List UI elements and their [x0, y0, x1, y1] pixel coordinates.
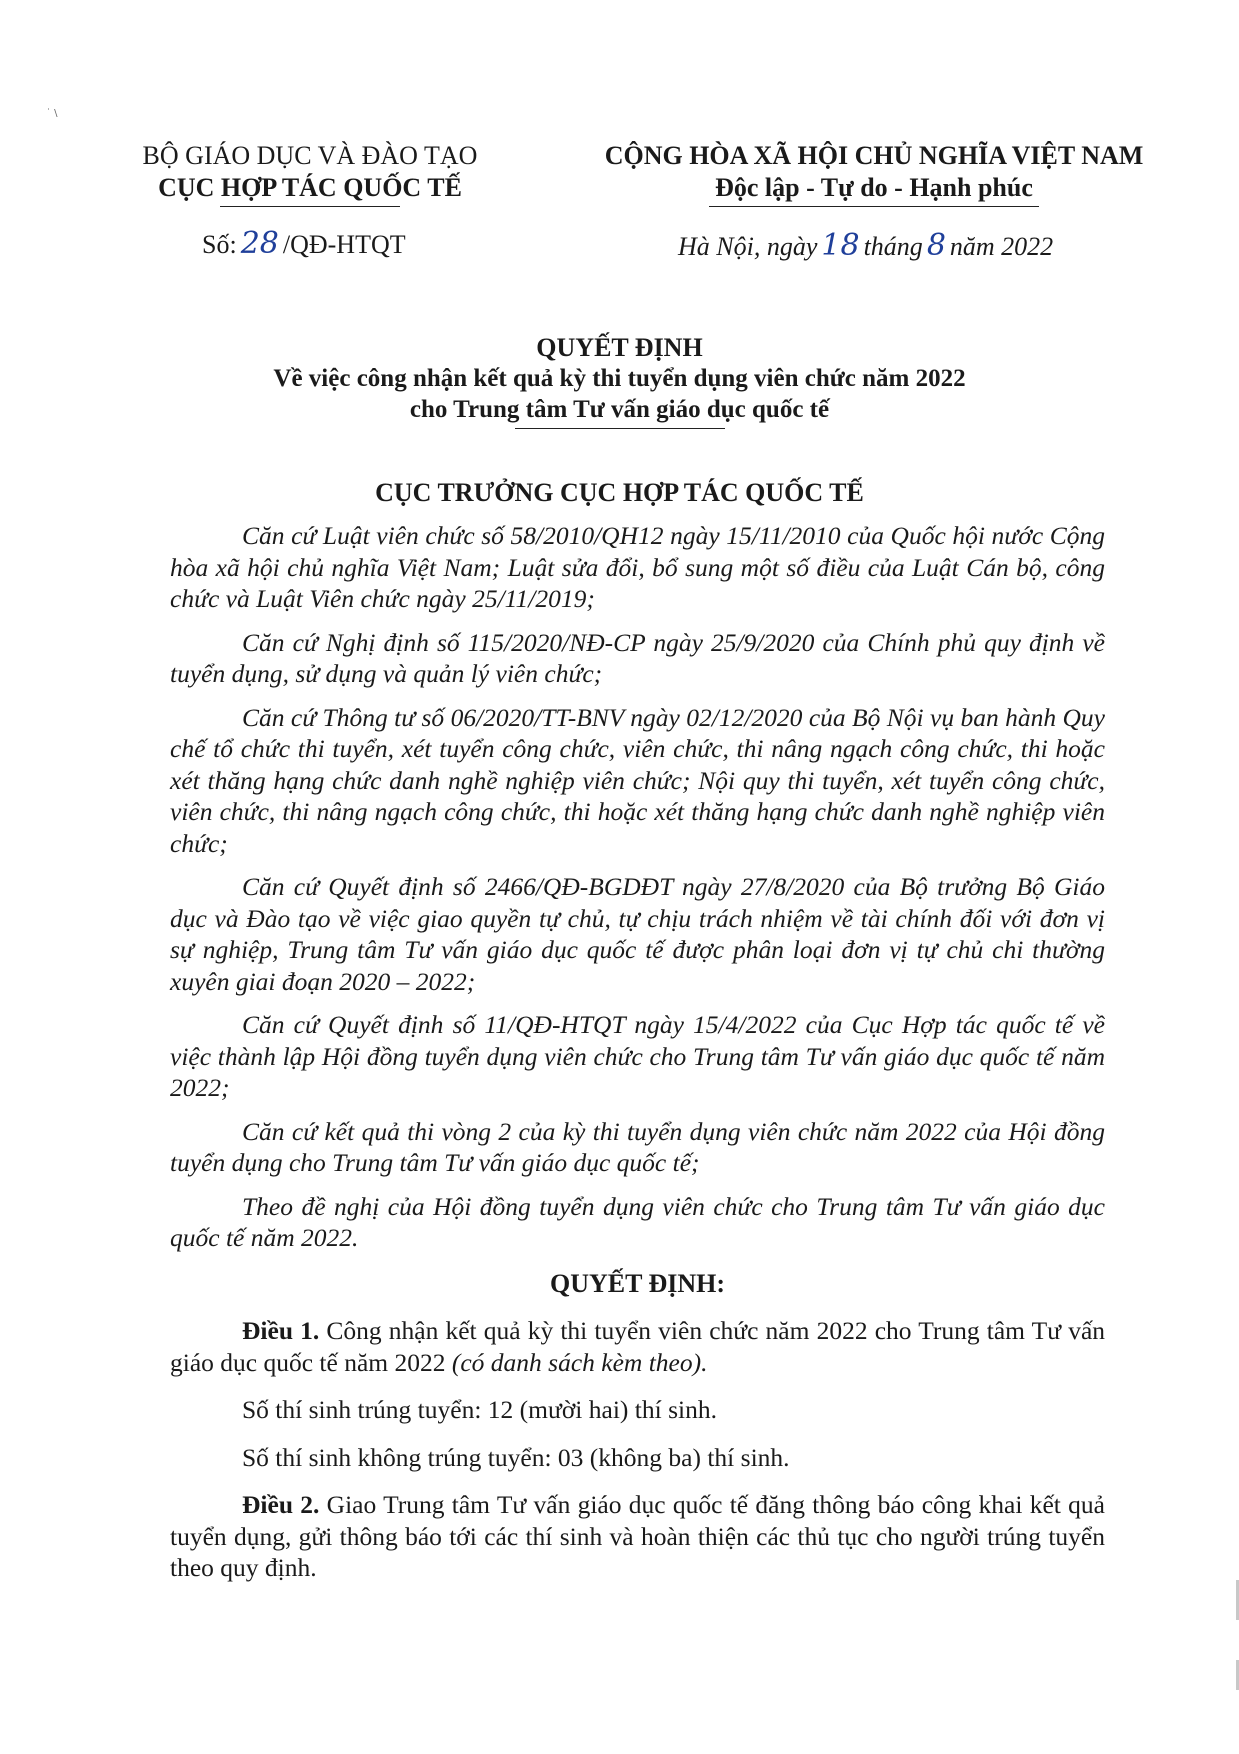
- department-name: CỤC HỢP TÁC QUỐC TẾ: [158, 173, 462, 202]
- date-place: Hà Nội, ngày: [678, 232, 818, 261]
- title-line-3: cho Trung tâm Tư vấn giáo dục quốc tế: [409, 396, 830, 423]
- country-name: CỘNG HÒA XÃ HỘI CHỦ NGHĨA VIỆT NAM: [604, 141, 1144, 170]
- article-1-text: Công nhận kết quả kỳ thi tuyển viên chức năm 2022 cho Trung tâm Tư vấn giáo dục quốc tế năm 2022: [170, 1316, 1106, 1377]
- failed-count: Số thí sinh không trúng tuyển: 03 (không ba) thí sinh.: [242, 1442, 790, 1472]
- handwritten-number: 28: [240, 226, 279, 261]
- preamble-paragraph: Căn cứ Quyết định số 2466/QĐ-BGDĐT ngày 27/8/2020 của Bộ trưởng Bộ Giáo dục và Đào tạo về việc giao quyền tự chủ, tự chịu trách nhiệm về tài chính đối với đơn vị sự nghiệp, Trung tâm Tư vấn giáo dục quốc tế được phân loại đơn vị tự chủ chi thường xuyên giai đoạn 2020 – 2022;: [170, 872, 1105, 996]
- number-suffix: /QĐ-HTQT: [282, 230, 406, 259]
- national-motto: Độc lập - Tự do - Hạnh phúc: [715, 173, 1033, 202]
- article-1: [170, 1315, 1105, 1378]
- article-1-note: (có danh sách kèm theo).: [451, 1347, 708, 1377]
- date-line: [678, 228, 1053, 263]
- preamble-paragraph: Căn cứ kết quả thi vòng 2 của kỳ thi tuyển dụng viên chức năm 2022 của Hội đồng tuyển dụng cho Trung tâm Tư vấn giáo dục quốc tế;: [170, 1116, 1105, 1177]
- issuer-header: [120, 140, 500, 207]
- department-underline: [220, 206, 400, 207]
- handwritten-month: 8: [926, 228, 946, 263]
- preamble-paragraph: Căn cứ Luật viên chức số 58/2010/QH12 ngày 15/11/2010 của Quốc hội nước Cộng hòa xã hội chủ nghĩa Việt Nam; Luật sửa đổi, bổ sung một số điều của Luật Cán bộ, công chức và Luật Viên chức ngày 25/11/2019;: [170, 521, 1105, 613]
- decision-heading: QUYẾT ĐỊNH:: [549, 1268, 726, 1298]
- scan-speck: ˙ \: [46, 108, 58, 119]
- preamble-paragraph: Căn cứ Nghị định số 115/2020/NĐ-CP ngày 25/9/2020 của Chính phủ quy định về tuyển dụng, sử dụng và quản lý viên chức;: [170, 627, 1105, 688]
- national-header: [578, 140, 1170, 207]
- article-2: [170, 1489, 1105, 1584]
- issuing-authority: CỤC TRƯỞNG CỤC HỢP TÁC QUỐC TẾ: [375, 478, 864, 507]
- date-year: năm 2022: [949, 232, 1054, 261]
- date-month-label: tháng: [863, 232, 923, 261]
- title-underline: [515, 428, 725, 429]
- handwritten-day: 18: [821, 228, 860, 263]
- preamble-paragraph: Căn cứ Thông tư số 06/2020/TT-BNV ngày 02/12/2020 của Bộ Nội vụ ban hành Quy chế tổ chức thi tuyển, xét tuyển công chức, viên chức, thi nâng ngạch công chức, thi hoặc xét thăng hạng chức danh nghề nghiệp viên chức; Nội quy thi tuyển, xét tuyển công chức, viên chức, thi nâng ngạch công chức, thi hoặc xét thăng hạng chức danh nghề nghiệp viên chức;: [170, 702, 1105, 858]
- ministry-name: BỘ GIÁO DỤC VÀ ĐÀO TẠO: [142, 141, 478, 170]
- document-number: [202, 226, 406, 261]
- motto-underline: [709, 206, 1039, 207]
- article-1-label: Điều 1.: [242, 1316, 320, 1345]
- article-2-label: Điều 2.: [242, 1490, 320, 1519]
- document-title: [150, 332, 1089, 429]
- title-line-2: Về việc công nhận kết quả kỳ thi tuyển dụng viên chức năm 2022: [273, 365, 966, 392]
- preamble-paragraph: Căn cứ Quyết định số 11/QĐ-HTQT ngày 15/4/2022 của Cục Hợp tác quốc tế về việc thành lập Hội đồng tuyển dụng viên chức cho Trung tâm Tư vấn giáo dục quốc tế năm 2022;: [170, 1010, 1105, 1102]
- number-prefix: Số:: [202, 230, 237, 259]
- passed-count: Số thí sinh trúng tuyển: 12 (mười hai) thí sinh.: [242, 1395, 717, 1424]
- title-line-1: QUYẾT ĐỊNH: [536, 333, 703, 362]
- preamble-paragraph: Theo đề nghị của Hội đồng tuyển dụng viên chức cho Trung tâm Tư vấn giáo dục quốc tế năm 2022.: [170, 1191, 1105, 1252]
- article-2-text: Giao Trung tâm Tư vấn giáo dục quốc tế đăng thông báo công khai kết quả tuyển dụng, gửi thông báo tới các thí sinh và hoàn thiện các thủ tục cho người trúng tuyển theo quy định.: [170, 1490, 1105, 1582]
- document-body: [170, 520, 1105, 1600]
